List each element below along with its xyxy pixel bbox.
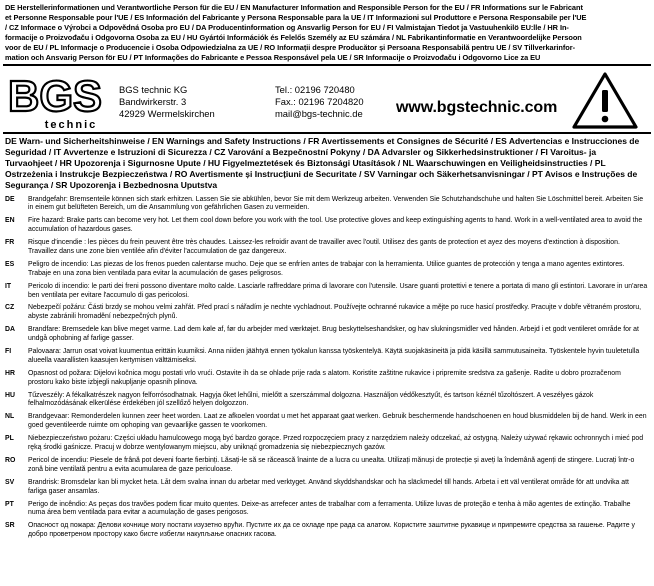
city: 42929 Wermelskirchen [119, 107, 215, 119]
safety-text: Opasnost od požara: Dijelovi kočnica mogu postati vrlo vrući. Ostavite ih da se ohlade prije rada s alatom. Koristite zaštitne rukavice i pripremite sredstva za gašenje. Radite u dobro prozračenom prostoru kako biste izbjegli nakupljanje opasnih plinova. [28, 369, 621, 386]
safety-text: Perigo de incêndio: As peças dos travões podem ficar muito quentes. Deixe-as arrefecer antes de trabalhar com a ferramenta. Utilize luvas de proteção e tenha à mão agentes de extinção. Trabalhe numa área bem ventilada para evitar a acumulação de gases perigosos. [28, 500, 631, 517]
lang-code: PL [5, 435, 14, 443]
lang-code: SV [5, 478, 15, 486]
header-line: et Personne Responsable pour l'UE / ES Información del Fabricante y Persona Responsable para la UE / IT Informazioni sul Produttore e Persona Responsabile per l'UE [5, 13, 587, 23]
lang-code: IT [5, 282, 12, 290]
safety-row [3, 239, 651, 257]
header-line: DE Herstellerinformationen und Verantwortliche Person für die EU / EN Manufacturer Information and Responsible Person for the EU / FR Informations sur le Fabricant [5, 3, 583, 12]
lang-code: ES [5, 260, 15, 268]
contact [275, 84, 364, 121]
lang-code: SR [5, 522, 15, 530]
safety-row [3, 413, 651, 431]
address [119, 84, 215, 121]
fax: Fax.: 02196 7204820 [275, 95, 364, 107]
safety-text: Опасност од пожара: Делови кочнице могу постати изузетно врући. Пустите их да се охладе пре рада са алатом. Користите заштитне рукавице и припремите средства за гашење. Радите у добро проветреном простору како бисте избегли накупљање опасних гасова. [28, 522, 635, 539]
safety-text: Fire hazard: Brake parts can become very hot. Let them cool down before you work with the tool. Use protective gloves and keep extinguishing agents to hand. Work in a well-ventilated area to avoid the accumulation of hazardous gases. [28, 217, 643, 234]
eu-info-header [3, 3, 645, 64]
safety-text: Tűzveszély: A fékalkatrészek nagyon felforrósodhatnak. Hagyja őket lehűlni, mielőtt a szerszámmal dolgozna. Használjon védőkesztyűt, és tartson kéznél tűzoltószert. A veszélyes gázok felhalmozódásának elkerülése érdekében jól szellőző helyen dolgozzon. [28, 391, 594, 408]
safety-text: Risque d'incendie : les pièces du frein peuvent être très chaudes. Laissez-les refroidir avant de travailler avec l'outil. Utilisez des gants de protection et ayez des moyens d'extinction à disposition. Travaillez dans une zone bien ventilée afin d'éviter l'accumulation de gaz dangereux. [28, 239, 620, 255]
lang-code: FI [5, 348, 12, 356]
safety-row [3, 261, 651, 279]
header-line: formacije o Proizvođaču i Odgovorna Osoba za EU / HU Gyártói Információk és Felelős Személy az EU számára / NL Fabrikantinformatie en Verantwoordelijke Persoon [5, 33, 582, 43]
safety-title: DE Warn- und Sicherheitshinweise / EN Warnings and Safety Instructions / FR Avertissements et Consignes de Sécurité / ES Advertencias e Instrucciones de Seguridad / IT Avvertenze e Istruzioni di Sicurezza / CZ Varování a Bezpečnostní Pokyny / DA Advarsler og Sikkerhedsinstruktioner / FI Varoitus- ja Turvaohjeet / HR Upozorenja i Sigurnosne Upute / HU Figyelmeztetések és Biztonsági Utasítások / NL Waarschuwingen en Veiligheidsinstructies / PL Ostrzeżenia i Instrukcje Bezpieczeństwa / RO Avertismente și Instrucțiuni de Securitate / SV Varningar och Säkerhetsanvisningar / PT Avisos e Instruções de Segurança / SR Upozorenja i Bezbednosna Uputstva [5, 135, 640, 191]
safety-text: Pericol de incendiu: Piesele de frână pot deveni foarte fierbinți. Lăsați-le să se răcească înainte de a lucra cu unealta. Utilizați mănuși de protecție și aveți la îndemână agenți de stingere. Lucrați într-o zonă bine ventilată pentru a evita acumularea de gaze periculoase. [28, 456, 635, 473]
safety-row [3, 196, 651, 214]
safety-row [3, 392, 651, 410]
lang-code: DE [5, 195, 15, 203]
lang-code: DA [5, 326, 15, 334]
website-link[interactable]: www.bgstechnic.com [396, 98, 558, 116]
bgs-logo [5, 69, 107, 131]
lang-code: FR [5, 239, 15, 247]
safety-row [3, 370, 651, 388]
safety-list [3, 196, 651, 540]
safety-text: Peligro de incendio: Las piezas de los frenos pueden calentarse mucho. Deje que se enfríen antes de trabajar con la herramienta. Utilice guantes de protección y tenga a mano agentes extintores. Trabaje en una zona bien ventilada para evitar la acumulación de gases peligrosos. [28, 260, 625, 277]
lang-code: HU [5, 391, 15, 399]
safety-row [3, 457, 651, 475]
lang-code: NL [5, 413, 15, 421]
header-line: mation och Ansvarig Person för EU / PT Informações do Fabricante e Pessoa Responsável pela UE / SR Informacije o Proizvođaču i Odgovorno Lice za EU [5, 53, 541, 63]
header-line: / CZ Informace o Výrobci a Odpovědná Osoba pro EU / DA Producentinformation og Ansvarlig Person for EU / FI Valmistajan Tiedot ja Vastuuhenkilö EU:lle / HR In- [5, 23, 569, 33]
lang-code: HR [5, 369, 15, 377]
lang-code: PT [5, 500, 14, 508]
logo-text: BGS [8, 71, 102, 121]
safety-row [3, 348, 651, 366]
safety-row [3, 501, 651, 519]
lang-code: EN [5, 217, 15, 225]
safety-row [3, 326, 651, 344]
company-block [3, 66, 651, 132]
safety-text: Brandgevaar: Remonderdelen kunnen zeer heet worden. Laat ze afkoelen voordat u met het apparaat gaat werken. Gebruik beschermende handschoenen en houd blusmiddelen bij de hand. Werk in een goed geventileerde ruimte om ophoping van gevaarlijke gassen te voorkomen. [28, 413, 647, 430]
lang-code: CZ [5, 304, 15, 312]
safety-text: Brandrisk: Bromsdelar kan bli mycket heta. Låt dem svalna innan du arbetar med verktyget. Använd skyddshandskar och ha släckmedel till hands. Arbeta i ett väl ventilerat område för att undvika att farliga gaser ansamlas. [28, 478, 629, 495]
warning-triangle-icon [571, 70, 639, 130]
logo-sub: technic [44, 118, 98, 131]
lang-code: RO [5, 456, 16, 464]
safety-text: Palovaara: Jarrun osat voivat kuumentua erittäin kuumiksi. Anna niiden jäähtyä ennen työkalun kanssa työskentelyä. Käytä suojakäsineitä ja pidä käsillä sammutusaineita. Työskentele hyvin tuuletetulla alueella vaarallisten kaasujen kertymisen välttämiseksi. [28, 348, 640, 364]
safety-row [3, 304, 651, 322]
street: Bandwirkerstr. 3 [119, 95, 187, 107]
page [3, 3, 651, 544]
phone: Tel.: 02196 720480 [275, 83, 355, 95]
safety-text: Brandgefahr: Bremsenteile können sich stark erhitzen. Lassen Sie sie abkühlen, bevor Sie mit dem Werkzeug arbeiten. Verwenden Sie Schutzhandschuhe und halten Sie Löschmittel bereit. Arbeiten Sie in einem gut belüfteten Bereich, um die Ansammlung von gefährlichen Gasen zu vermeiden. [28, 195, 644, 212]
safety-text: Nebezpečí požáru: Části brzdy se mohou velmi zahřát. Před prací s nářadím je nechte vychladnout. Používejte ochranné rukavice a mějte po ruce hasicí prostředky. Pracujte v dobře větraném prostoru, abyste zabránili hromadění nebezpečných plynů. [28, 304, 642, 321]
company-name: BGS technic KG [119, 83, 188, 95]
safety-text: Pericolo di incendio: le parti dei freni possono diventare molto calde. Lasciarle raffreddare prima di lavorare con l'utensile. Usare guanti protettivi e tenere a portata di mano gli estintori. Lavorare in un'area ben ventilata per evitare l'accumulo di gas pericolosi. [28, 282, 648, 299]
safety-row [3, 479, 651, 497]
safety-row [3, 435, 651, 453]
safety-text: Brandfare: Bremsedele kan blive meget varme. Lad dem køle af, før du arbejder med værktøjet. Brug beskyttelseshandsker, og hav slukningsmidler ved hånden. Arbejd i et godt ventileret område for at undgå ophobning af farlige gasser. [28, 326, 639, 343]
safety-row [3, 522, 651, 540]
safety-text: Niebezpieczeństwo pożaru: Części układu hamulcowego mogą być bardzo gorące. Przed rozpoczęciem pracy z narzędziem należy odczekać, aż ostygną. Należy używać rękawic ochronnych i mieć pod ręką środki gaśnicze. Pracuj w dobrze wentylowanym miejscu, aby uniknąć gromadzenia się niebezpiecznych gazów. [28, 435, 644, 451]
email-link[interactable]: mail@bgs-technic.de [275, 107, 363, 119]
safety-row [3, 217, 651, 235]
safety-row [3, 283, 651, 301]
header-line: voor de EU / PL Informacje o Producencie i Osoba Odpowiedzialna za UE / RO Informații despre Producător și Persoana Responsabilă pentru UE / SV Tillverkarinfor- [5, 43, 575, 53]
